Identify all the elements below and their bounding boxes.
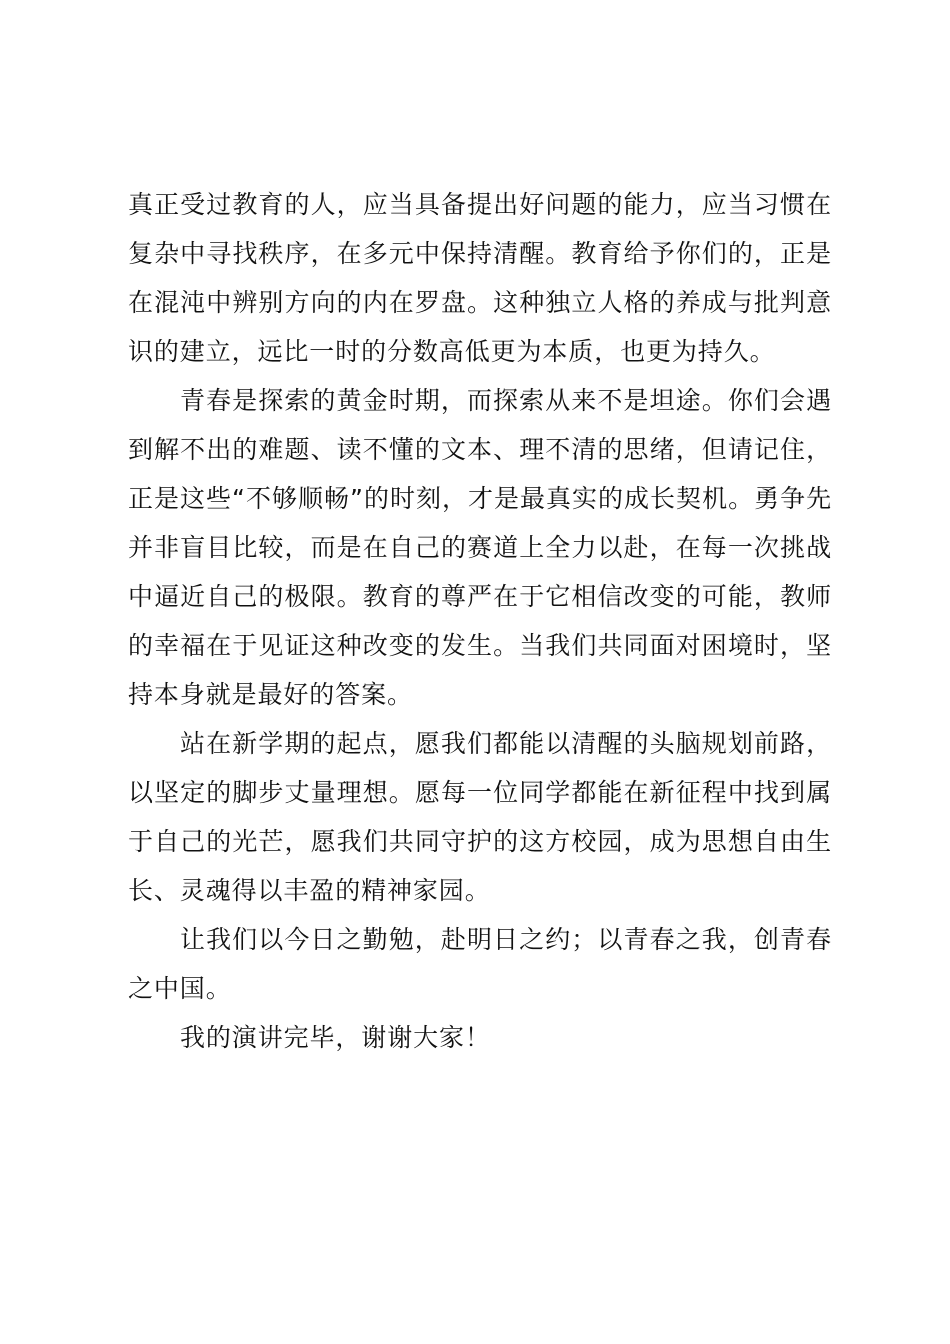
paragraph-education-capability: 真正受过教育的人，应当具备提出好问题的能力，应当习惯在复杂中寻找秩序，在多元中保持清醒。教育给予你们的，正是在混沌中辨别方向的内在罗盘。这种独立人格的养成与批判意识的建立，远比一时的分数高低更为本质，也更为持久。 bbox=[128, 190, 832, 366]
paragraph-closing-call: 让我们以今日之勤勉，赴明日之约；以青春之我，创青春之中国。 bbox=[128, 925, 832, 1003]
paragraph-new-semester-wishes: 站在新学期的起点，愿我们都能以清醒的头脑规划前路，以坚定的脚步丈量理想。愿每一位同学都能在新征程中找到属于自己的光芒，愿我们共同守护的这方校园，成为思想自由生长、灵魂得以丰盈的精神家园。 bbox=[128, 729, 832, 905]
speech-body bbox=[128, 180, 832, 1062]
paragraph-youth-exploration: 青春是探索的黄金时期，而探索从来不是坦途。你们会遇到解不出的难题、读不懂的文本、理不清的思绪，但请记住，正是这些“不够顺畅”的时刻，才是最真实的成长契机。勇争先并非盲目比较，而是在自己的赛道上全力以赴，在每一次挑战中逼近自己的极限。教育的尊严在于它相信改变的可能，教师的幸福在于见证这种改变的发生。当我们共同面对困境时，坚持本身就是最好的答案。 bbox=[128, 386, 832, 709]
paragraph-thanks: 我的演讲完毕，谢谢大家！ bbox=[180, 1023, 491, 1052]
